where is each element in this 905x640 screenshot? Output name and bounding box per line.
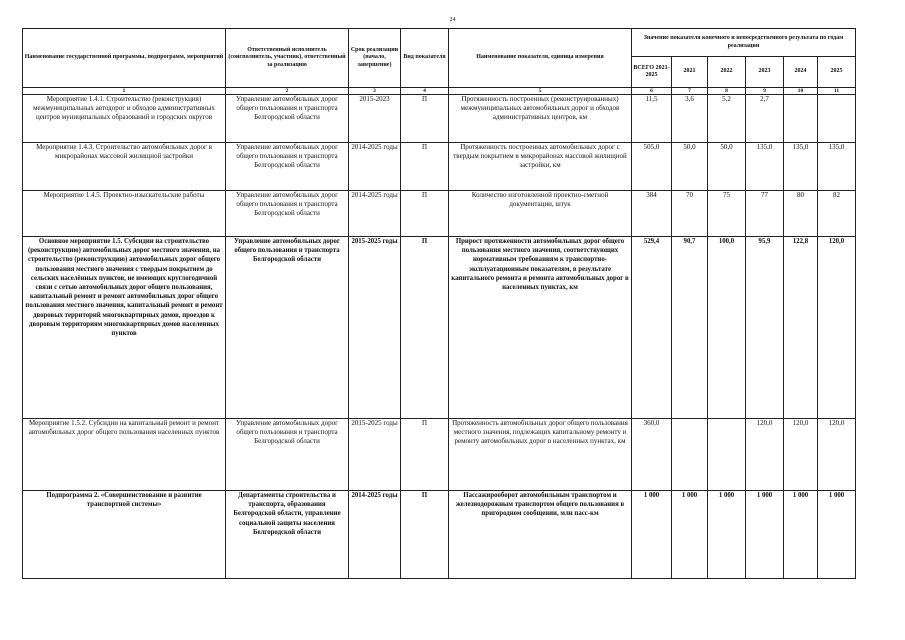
table-row <box>23 237 856 419</box>
table-row <box>23 143 856 191</box>
column-number: 8 <box>708 88 746 95</box>
row-value: 80 <box>784 191 818 237</box>
row-executor: Управление автомобильных дорог общего пользования и транспорта Белгородской области <box>226 143 349 191</box>
row-total: 529,4 <box>632 237 672 419</box>
row-value: 5,2 <box>708 95 746 143</box>
row-value: 75 <box>708 191 746 237</box>
row-value: 1 000 <box>708 491 746 579</box>
row-term: 2014-2025 годы <box>349 491 401 579</box>
row-type: П <box>401 191 449 237</box>
row-name: Подпрограмма 2. «Совершенствование и развитие транспортной системы» <box>23 491 226 579</box>
row-value: 135,0 <box>784 143 818 191</box>
row-type: П <box>401 143 449 191</box>
column-number: 5 <box>449 88 632 95</box>
row-value: 120,0 <box>784 419 818 491</box>
row-value: 120,0 <box>746 419 784 491</box>
row-value: 50,0 <box>708 143 746 191</box>
column-number: 4 <box>401 88 449 95</box>
row-executor: Управление автомобильных дорог общего пользования и транспорта Белгородской области <box>226 95 349 143</box>
row-name: Мероприятие 1.4.5. Проектно-изыскательские работы <box>23 191 226 237</box>
column-number: 7 <box>672 88 708 95</box>
row-indicator: Прирост протяженности автомобильных дорог общего пользования местного значения, соответствующих нормативным требованиям к транспортно-эксплуатационным показателям, в результате капитального ремонта и ремонта автомобильных дорог в населенных пунктах, км <box>449 237 632 419</box>
row-value: 135,0 <box>746 143 784 191</box>
row-name: Мероприятие 1.4.3. Строительство автомобильных дорог в микрорайонах массовой жилищной застройки <box>23 143 226 191</box>
row-type: П <box>401 95 449 143</box>
header-indicator: Наименование показателя, единица измерения <box>449 29 632 88</box>
row-value: 95,9 <box>746 237 784 419</box>
program-indicators-table <box>22 28 856 579</box>
header-year: 2022 <box>708 57 746 88</box>
column-number: 11 <box>818 88 856 95</box>
row-value: 120,0 <box>818 419 856 491</box>
row-indicator: Протяженность автомобильных дорог общего пользования местного значения, подлежащих капитальному ремонту и ремонту автомобильных дорог в населенных пунктах, км <box>449 419 632 491</box>
row-total: 505,0 <box>632 143 672 191</box>
row-value: 135,0 <box>818 143 856 191</box>
header-year: 2023 <box>746 57 784 88</box>
column-number: 10 <box>784 88 818 95</box>
row-value: 77 <box>746 191 784 237</box>
row-type: П <box>401 491 449 579</box>
table-row <box>23 491 856 579</box>
row-value: 120,0 <box>818 237 856 419</box>
row-value: 100,0 <box>708 237 746 419</box>
row-value <box>818 95 856 143</box>
column-number: 1 <box>23 88 226 95</box>
header-term: Срок реализации (начало, завершение) <box>349 29 401 88</box>
row-indicator: Протяженность построенных (реконструированных) межмуниципальных автомобильных дорог и обходов административных центров, км <box>449 95 632 143</box>
row-total: 384 <box>632 191 672 237</box>
row-name: Основное мероприятие 1.5. Субсидии на строительство (реконструкцию) автомобильных дорог местного значения, на строительство (реконструкцию) автомобильных дорог общего пользования местного значения с твердым покрытием до сельских населённых пунктов, не имеющих круглогодичной связи с сетью автомобильных дорог общего пользования, капитальный ремонт и ремонт автомобильных дорог общего пользования местного значения, капитальный ремонт и ремонт дворовых территорий многоквартирных домов, проездов к дворовым территориям многоквартирных домов населенных пунктов <box>23 237 226 419</box>
row-term: 2014-2025 годы <box>349 191 401 237</box>
row-total: 360,0 <box>632 419 672 491</box>
column-number: 6 <box>632 88 672 95</box>
header-year: 2025 <box>818 57 856 88</box>
row-value: 122,8 <box>784 237 818 419</box>
row-value: 1 000 <box>672 491 708 579</box>
row-indicator: Протяженность построенных автомобильных дорог с твердым покрытием в микрорайонах массовой жилищной застройки, км <box>449 143 632 191</box>
row-value: 3,6 <box>672 95 708 143</box>
row-value: 90,7 <box>672 237 708 419</box>
row-total: 11,5 <box>632 95 672 143</box>
header-name: Наименование государственной программы, подпрограмм, мероприятий <box>23 29 226 88</box>
row-total: 1 000 <box>632 491 672 579</box>
row-value: 70 <box>672 191 708 237</box>
row-term: 2015-2023 <box>349 95 401 143</box>
row-value: 2,7 <box>746 95 784 143</box>
header-values-group: Значение показателя конечного и непосредственного результата по годам реализации <box>632 29 856 57</box>
row-term: 2014-2025 годы <box>349 143 401 191</box>
table-row <box>23 191 856 237</box>
row-type: П <box>401 237 449 419</box>
row-executor: Управление автомобильных дорог общего пользования и транспорта Белгородской области <box>226 237 349 419</box>
header-year: 2024 <box>784 57 818 88</box>
row-name: Мероприятие 1.5.2. Субсидии на капитальный ремонт и ремонт автомобильных дорог общего пользования населенных пунктов <box>23 419 226 491</box>
row-term: 2015-2025 годы <box>349 237 401 419</box>
row-value: 50,0 <box>672 143 708 191</box>
row-value: 1 000 <box>818 491 856 579</box>
row-term: 2015-2025 годы <box>349 419 401 491</box>
header-type: Вид показателя <box>401 29 449 88</box>
row-executor: Управление автомобильных дорог общего пользования и транспорта Белгородской области <box>226 191 349 237</box>
row-value: 1 000 <box>784 491 818 579</box>
row-indicator: Количество изготовленной проектно-сметной документации, штук <box>449 191 632 237</box>
table-row <box>23 95 856 143</box>
row-executor: Управление автомобильных дорог общего пользования и транспорта Белгородской области <box>226 419 349 491</box>
row-type: П <box>401 419 449 491</box>
row-value <box>784 95 818 143</box>
header-total: ВСЕГО 2021-2025 <box>632 57 672 88</box>
row-value: 82 <box>818 191 856 237</box>
column-number: 2 <box>226 88 349 95</box>
header-executor: Ответственный исполнитель (соисполнитель, участник), ответственный за реализацию <box>226 29 349 88</box>
column-number: 9 <box>746 88 784 95</box>
row-name: Мероприятие 1.4.1. Строительство (реконструкция) межмуниципальных автодорог и обходов административных центров муниципальных образований и городских округов <box>23 95 226 143</box>
column-number: 3 <box>349 88 401 95</box>
row-executor: Департаменты строительства и транспорта, образования Белгородской области, управление социальной защиты населения Белгородской области <box>226 491 349 579</box>
table-row <box>23 419 856 491</box>
row-indicator: Пассажирооборот автомобильным транспортом и железнодорожным транспортом общего пользования в пригородном сообщении, млн пасс-км <box>449 491 632 579</box>
page-number: 24 <box>449 17 456 23</box>
header-year: 2021 <box>672 57 708 88</box>
column-numbers-row <box>23 88 856 95</box>
row-value <box>708 419 746 491</box>
row-value <box>672 419 708 491</box>
row-value: 1 000 <box>746 491 784 579</box>
